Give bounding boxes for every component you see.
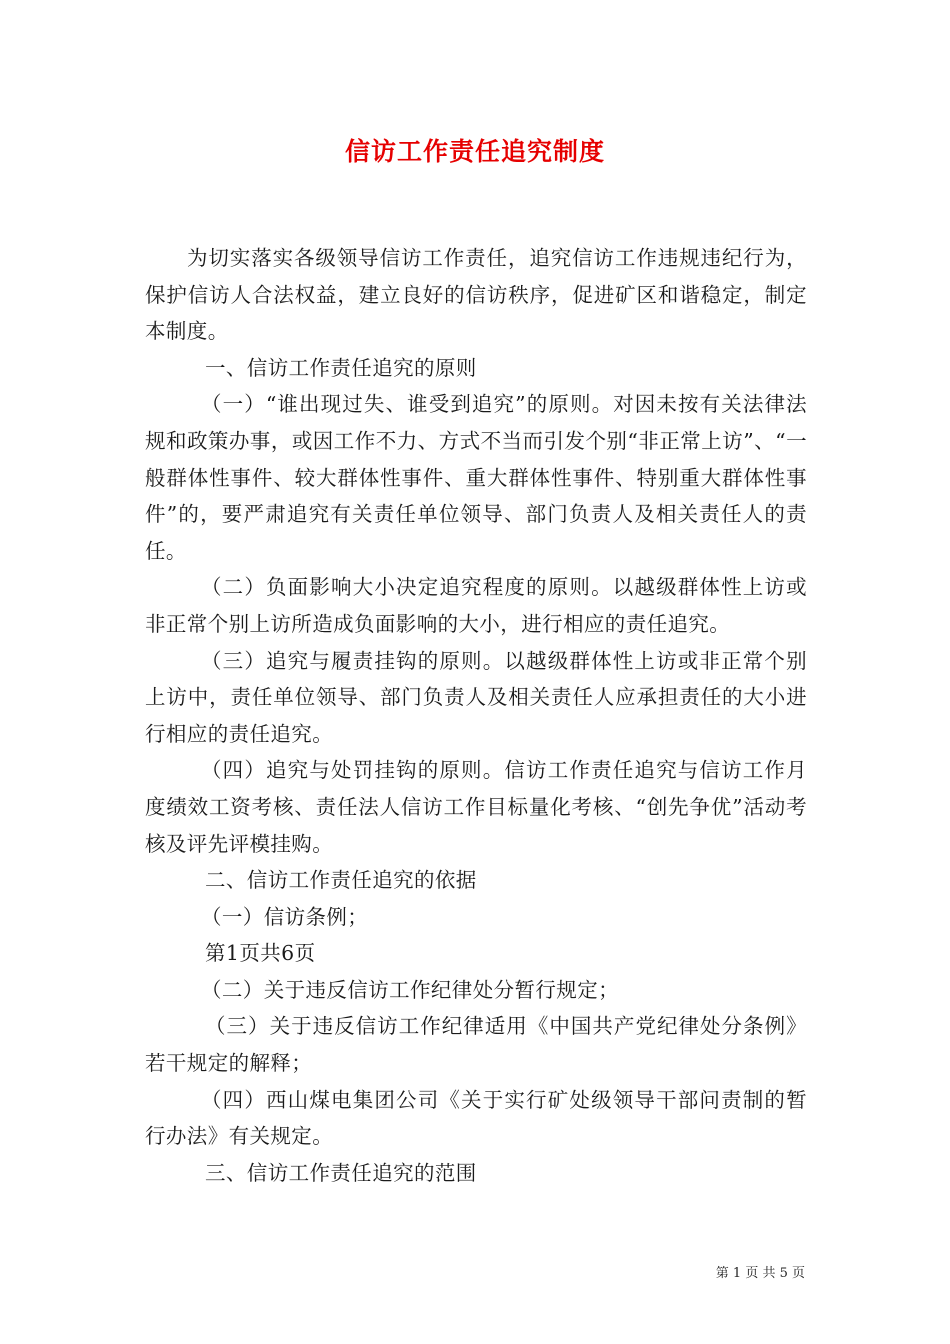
section-heading-3: 三、信访工作责任追究的范围 xyxy=(205,1160,477,1185)
paragraph-principle-4: （四）追究与处罚挂钩的原则。信访工作责任追究与信访工作月度绩效工资考核、责任法人信访工作目标量化考核、“创先争优”活动考核及评先评模挂购。 xyxy=(145,758,807,856)
paragraph-basis-3: （三）关于违反信访工作纪律适用《中国共产党纪律处分条例》若干规定的解释； xyxy=(145,1014,807,1076)
paragraph-principle-2: （二）负面影响大小决定追究程度的原则。以越级群体性上访或非正常个别上访所造成负面影响的大小，进行相应的责任追究。 xyxy=(145,575,807,636)
section-heading-1: 一、信访工作责任追究的原则 xyxy=(205,355,477,380)
section-heading-2: 二、信访工作责任追究的依据 xyxy=(205,868,477,893)
document-title: 信访工作责任追究制度 xyxy=(344,137,605,166)
page-footer: 第 1 页 共 5 页 xyxy=(715,1266,805,1281)
paragraph-basis-2: （二）关于违反信访工作纪律处分暂行规定； xyxy=(201,977,619,1002)
paragraph-intro: 为切实落实各级领导信访工作责任，追究信访工作违规违纪行为，保护信访人合法权益，建立良好的信访秩序，促进矿区和谐稳定，制定本制度。 xyxy=(145,246,807,344)
paragraph-basis-4: （四）西山煤电集团公司《关于实行矿处级领导干部问责制的暂行办法》有关规定。 xyxy=(145,1087,807,1149)
inline-page-marker: 第1页共6页 xyxy=(205,941,316,966)
paragraph-principle-3: （三）追究与履责挂钩的原则。以越级群体性上访或非正常个别上访中，责任单位领导、部门负责人及相关责任人应承担责任的大小进行相应的责任追究。 xyxy=(145,648,807,746)
document-body xyxy=(145,240,807,1191)
paragraph-principle-1: （一）“谁出现过失、谁受到追究”的原则。对因未按有关法律法规和政策办事，或因工作不力、方式不当而引发个别“非正常上访”、“一般群体性事件、较大群体性事件、重大群体性事件、特别重大群体性事件”的，要严肃追究有关责任单位领导、部门负责人及相关责任人的责任。 xyxy=(145,392,807,563)
paragraph-basis-1: （一）信访条例； xyxy=(201,904,369,929)
